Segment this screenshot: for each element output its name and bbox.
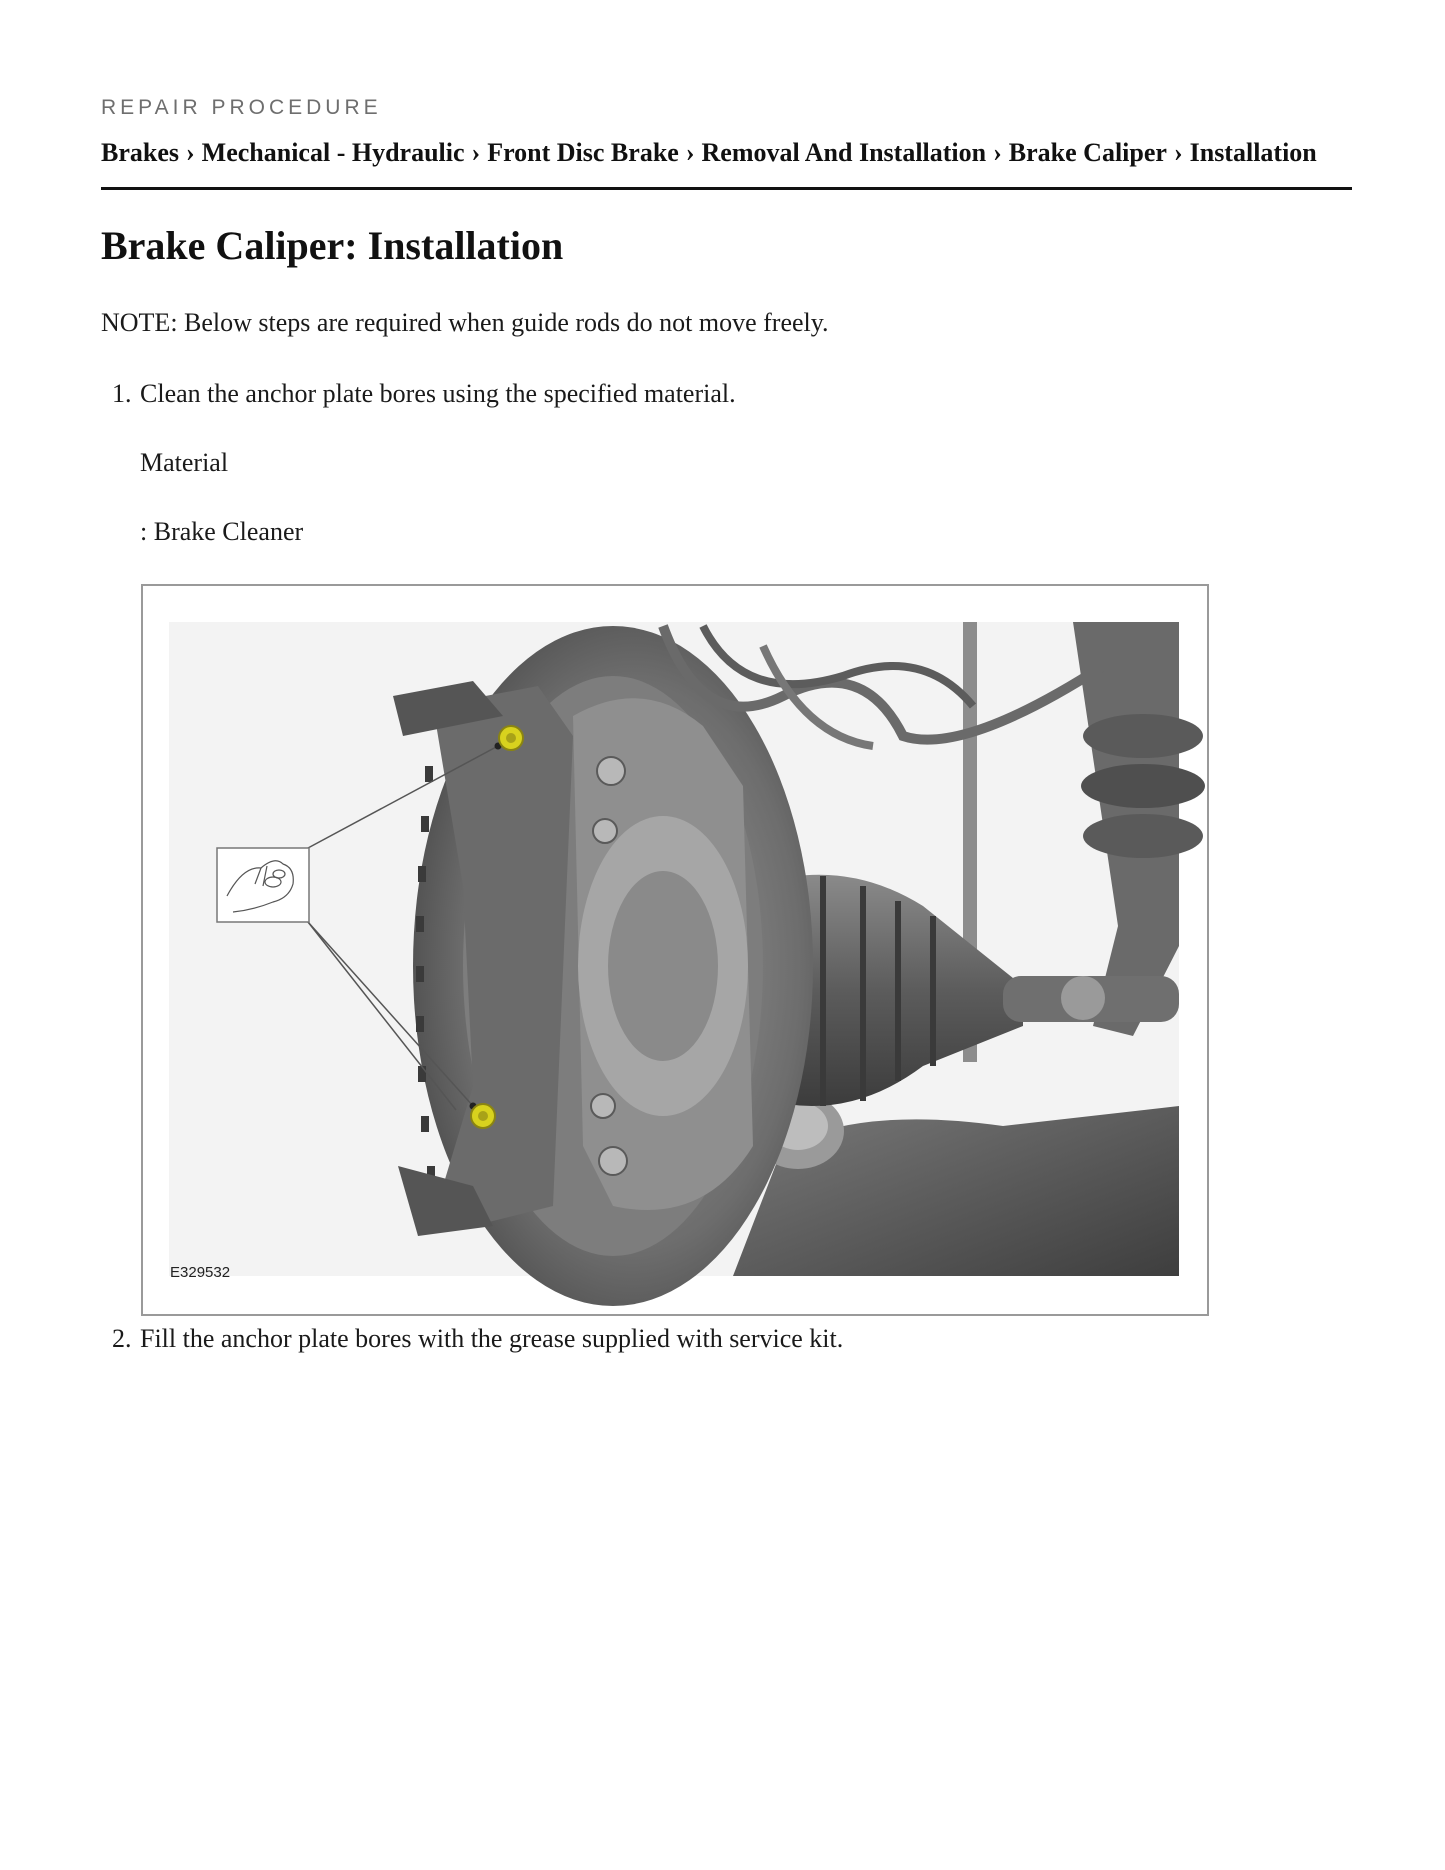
breadcrumb-item-brake-caliper[interactable]: Brake Caliper [1008, 138, 1167, 167]
breadcrumb-item-front-disc-brake[interactable]: Front Disc Brake [487, 138, 679, 167]
breadcrumb-item-brakes[interactable]: Brakes [101, 138, 179, 167]
breadcrumb-item-mechanical-hydraulic[interactable]: Mechanical - Hydraulic [201, 138, 465, 167]
breadcrumb [101, 138, 1317, 168]
note-text: NOTE: Below steps are required when guide rods do not move freely. [101, 308, 829, 337]
material-value: : Brake Cleaner [140, 517, 304, 546]
step-text: Clean the anchor plate bores using the specified material. [140, 379, 736, 408]
section-kicker: REPAIR PROCEDURE [101, 96, 382, 119]
breadcrumb-separator: › [471, 138, 481, 167]
material-heading: Material [140, 448, 229, 477]
breadcrumb-separator: › [993, 138, 1002, 167]
header-divider [101, 187, 1352, 190]
breadcrumb-item-installation[interactable]: Installation [1189, 138, 1317, 167]
illustration-figure [141, 584, 1209, 1316]
breadcrumb-separator: › [685, 138, 695, 167]
figure-id-label: E329532 [170, 1264, 231, 1281]
step-text: Fill the anchor plate bores with the grease supplied with service kit. [140, 1324, 844, 1353]
breadcrumb-separator: › [186, 138, 195, 167]
step-number: 1. [112, 379, 132, 408]
brake-caliper-illustration [143, 586, 1207, 1314]
breadcrumb-item-removal-and-installation[interactable]: Removal And Installation [701, 138, 987, 167]
page-title: Brake Caliper: Installation [101, 223, 564, 268]
breadcrumb-separator: › [1173, 138, 1183, 167]
step-number: 2. [112, 1324, 132, 1353]
